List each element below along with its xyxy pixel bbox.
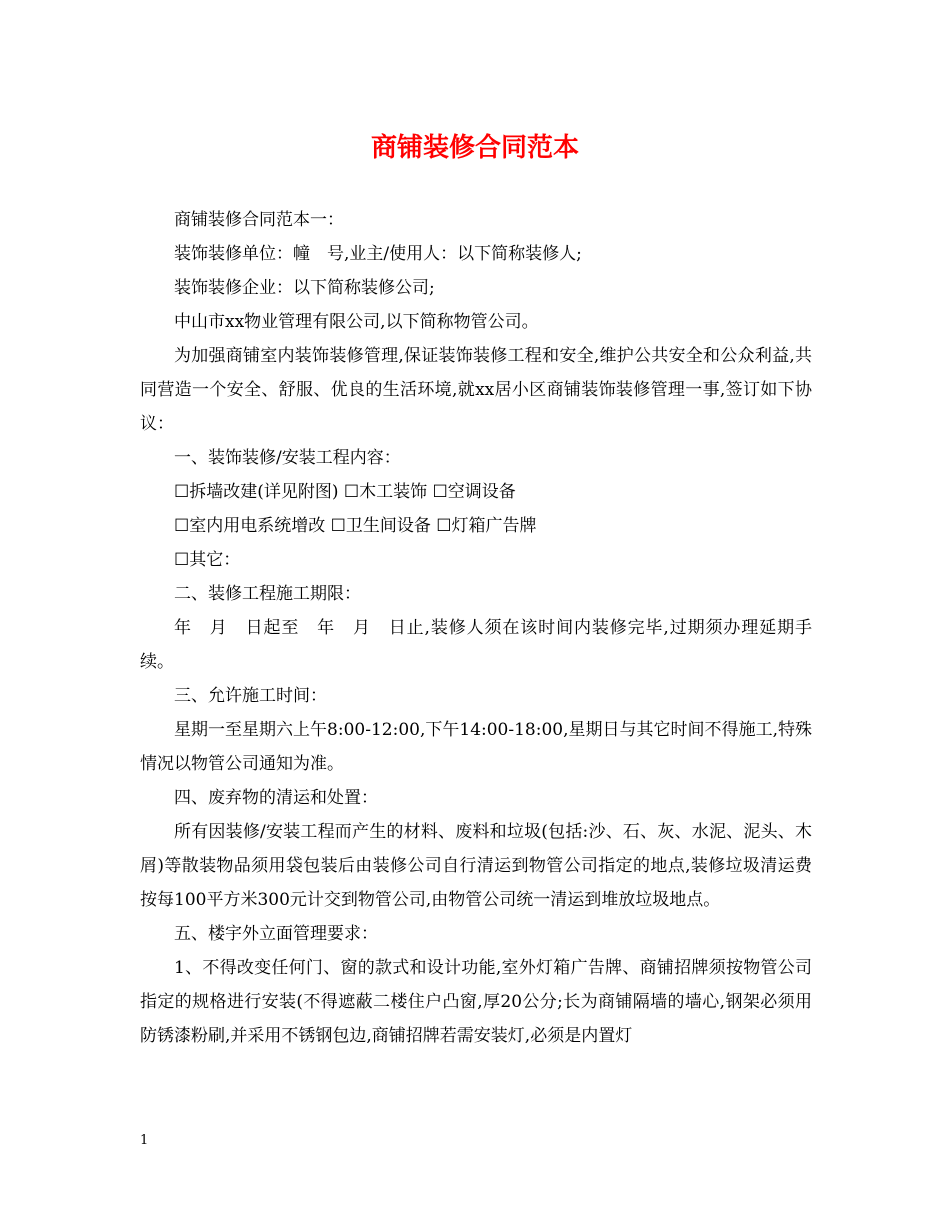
paragraph: 1、不得改变任何门、窗的款式和设计功能,室外灯箱广告牌、商铺招牌须按物管公司指定的规格进行安装(不得遮蔽二楼住户凸窗,厚20公分;长为商铺隔墙的墙心,钢架必须用防锈漆粉刷,并采用不锈钢包边,商铺招牌若需安装灯,必须是内置灯 bbox=[140, 958, 812, 1046]
section-heading: 四、废弃物的清运和处置： bbox=[174, 788, 378, 808]
section-heading: 二、装修工程施工期限： bbox=[174, 584, 361, 604]
paragraph: 商铺装修合同范本一： bbox=[174, 210, 344, 230]
document-body bbox=[140, 203, 812, 1053]
paragraph: 星期一至星期六上午8:00-12:00,下午14:00-18:00,星期日与其它时间不得施工,特殊情况以物管公司通知为准。 bbox=[140, 720, 812, 774]
section-heading: 三、允许施工时间： bbox=[174, 686, 327, 706]
checkbox-line: ☐拆墙改建(详见附图) ☐木工装饰 ☐空调设备 bbox=[174, 482, 516, 502]
page-number: 1 bbox=[140, 1133, 149, 1148]
paragraph: 年 月 日起至 年 月 日止,装修人须在该时间内装修完毕,过期须办理延期手续。 bbox=[140, 618, 812, 672]
checkbox-line: ☐其它： bbox=[174, 550, 241, 570]
section-heading: 一、装饰装修/安装工程内容： bbox=[174, 448, 401, 468]
section-heading: 五、楼宇外立面管理要求： bbox=[174, 924, 378, 944]
paragraph: 装饰装修单位：幢 号,业主/使用人：以下简称装修人; bbox=[174, 244, 582, 264]
paragraph: 装饰装修企业：以下简称装修公司; bbox=[174, 278, 435, 298]
paragraph: 所有因装修/安装工程而产生的材料、废料和垃圾(包括:沙、石、灰、水泥、泥头、木屑)等散装物品须用袋包装后由装修公司自行清运到物管公司指定的地点,装修垃圾清运费按每100平方米300元计交到物管公司,由物管公司统一清运到堆放垃圾地点。 bbox=[140, 822, 812, 910]
paragraph: 为加强商铺室内装饰装修管理,保证装饰装修工程和安全,维护公共安全和公众利益,共同营造一个安全、舒服、优良的生活环境,就xx居小区商铺装饰装修管理一事,签订如下协议： bbox=[140, 346, 812, 434]
checkbox-line: ☐室内用电系统增改 ☐卫生间设备 ☐灯箱广告牌 bbox=[174, 516, 537, 536]
paragraph: 中山市xx物业管理有限公司,以下简称物管公司。 bbox=[174, 312, 539, 332]
document-title: 商铺装修合同范本 bbox=[370, 133, 579, 163]
